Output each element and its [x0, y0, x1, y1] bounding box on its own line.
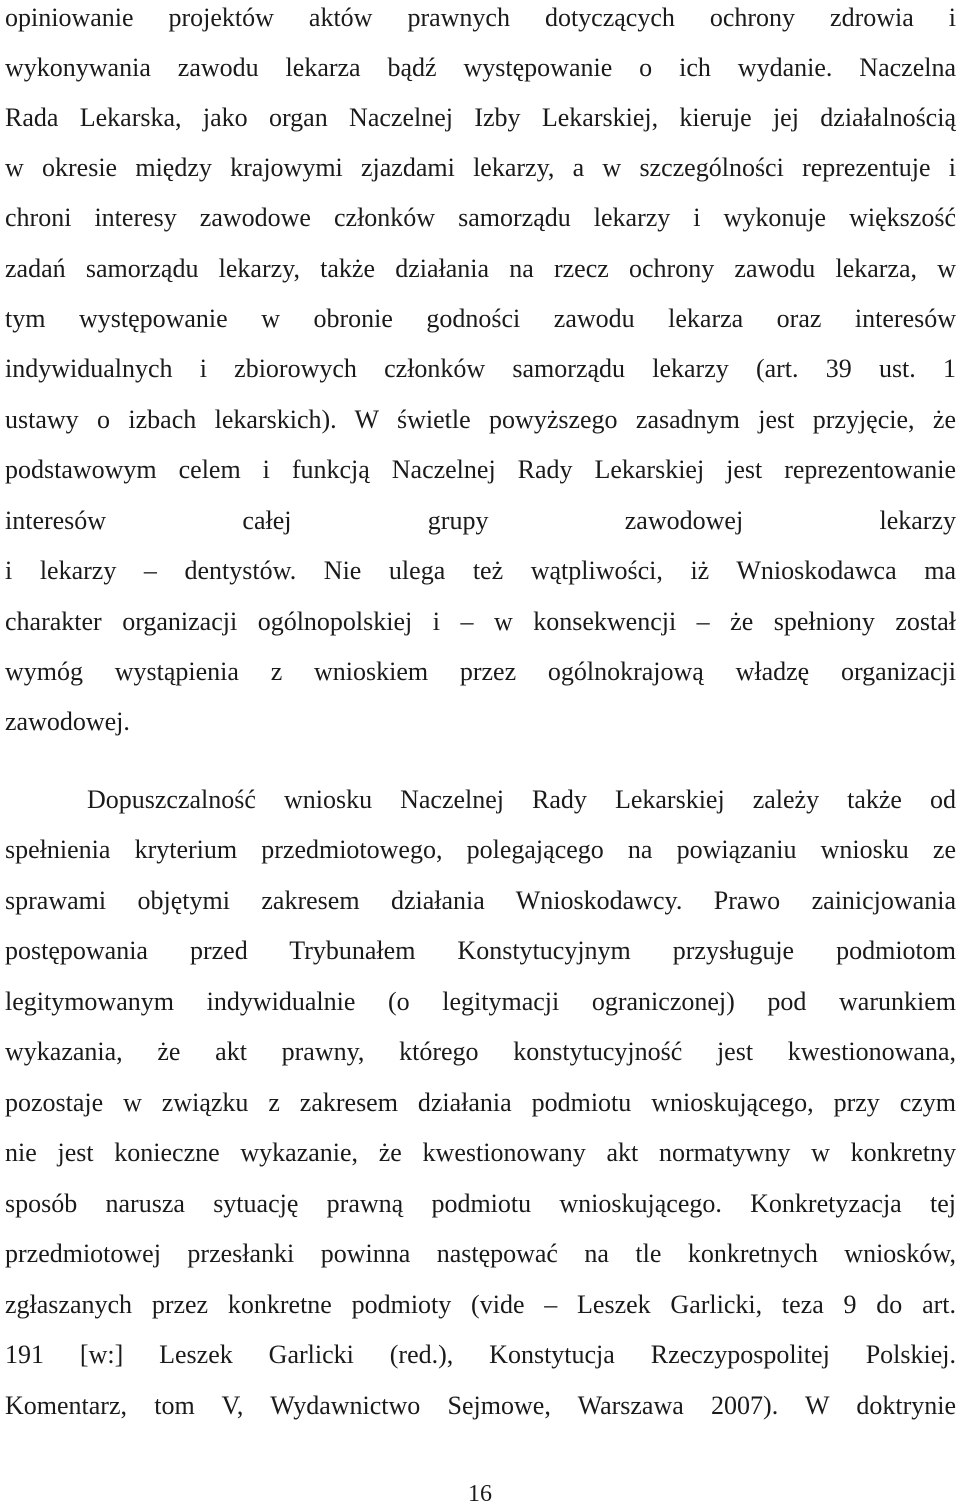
text-line: opiniowanie projektów aktów prawnych dotyczących ochrony zdrowia i	[5, 3, 956, 32]
text-line: zawodowej.	[5, 707, 130, 736]
text-line: wykazania, że akt prawny, którego konstytucyjność jest kwestionowana,	[5, 1037, 956, 1066]
text-line: nie jest konieczne wykazanie, że kwestionowany akt normatywny w konkretny	[5, 1138, 956, 1167]
text-line: 191 [w:] Leszek Garlicki (red.), Konstytucja Rzeczypospolitej Polskiej.	[5, 1340, 956, 1369]
text-line: Rada Lekarska, jako organ Naczelnej Izby Lekarskiej, kieruje jej działalnością	[5, 103, 956, 132]
text-line: i lekarzy – dentystów. Nie ulega też wątpliwości, iż Wnioskodawca ma	[5, 556, 956, 585]
text-line: chroni interesy zawodowe członków samorządu lekarzy i wykonuje większość	[5, 203, 956, 232]
text-line: sposób narusza sytuację prawną podmiotu wnioskującego. Konkretyzacja tej	[5, 1189, 956, 1218]
text-line: spełnienia kryterium przedmiotowego, polegającego na powiązaniu wniosku ze	[5, 835, 956, 864]
text-line: tym występowanie w obronie godności zawodu lekarza oraz interesów	[5, 304, 956, 333]
text-line: pozostaje w związku z zakresem działania podmiotu wnioskującego, przy czym	[5, 1088, 956, 1117]
text-line: Dopuszczalność wniosku Naczelnej Rady Lekarskiej zależy także od	[87, 785, 956, 814]
text-line: charakter organizacji ogólnopolskiej i – w konsekwencji – że spełniony został	[5, 607, 956, 636]
text-line: zadań samorządu lekarzy, także działania na rzecz ochrony zawodu lekarza, w	[5, 254, 956, 283]
text-line: w okresie między krajowymi zjazdami lekarzy, a w szczególności reprezentuje i	[5, 153, 956, 182]
text-line: ustawy o izbach lekarskich). W świetle powyższego zasadnym jest przyjęcie, że	[5, 405, 956, 434]
text-line: wykonywania zawodu lekarza bądź występowanie o ich wydanie. Naczelna	[5, 53, 956, 82]
text-line: wymóg wystąpienia z wnioskiem przez ogólnokrajową władzę organizacji	[5, 657, 956, 686]
text-line: Komentarz, tom V, Wydawnictwo Sejmowe, Warszawa 2007). W doktrynie	[5, 1391, 956, 1420]
text-line: podstawowym celem i funkcją Naczelnej Rady Lekarskiej jest reprezentowanie	[5, 455, 956, 484]
text-line: postępowania przed Trybunałem Konstytucyjnym przysługuje podmiotom	[5, 936, 956, 965]
text-line: legitymowanym indywidualnie (o legitymacji ograniczonej) pod warunkiem	[5, 987, 956, 1016]
text-line: sprawami objętymi zakresem działania Wnioskodawcy. Prawo zainicjowania	[5, 886, 956, 915]
text-line: zgłaszanych przez konkretne podmioty (vide – Leszek Garlicki, teza 9 do art.	[5, 1290, 956, 1319]
text-line: interesów całej grupy zawodowej lekarzy	[5, 506, 956, 535]
text-line: indywidualnych i zbiorowych członków samorządu lekarzy (art. 39 ust. 1	[5, 354, 956, 383]
page-number: 16	[468, 1481, 492, 1507]
text-line: przedmiotowej przesłanki powinna następować na tle konkretnych wniosków,	[5, 1239, 956, 1268]
